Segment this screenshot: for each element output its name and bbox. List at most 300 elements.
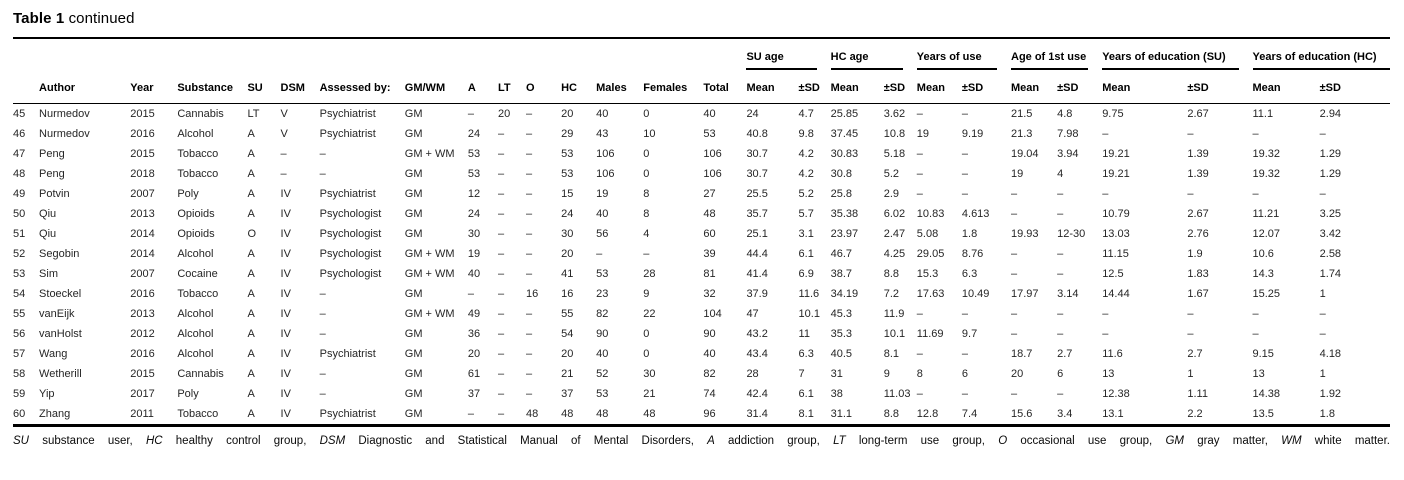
table-cell: 4.18: [1319, 348, 1342, 360]
table-cell: 23: [596, 288, 609, 300]
table-cell: –: [497, 168, 505, 180]
table-cell: IV: [280, 408, 291, 420]
table-cell: A: [247, 348, 255, 360]
column-header: Mean: [831, 70, 884, 104]
table-cell: –: [916, 388, 923, 400]
table-cell: –: [1319, 328, 1326, 340]
table-cell: IV: [280, 188, 291, 200]
table-cell: IV: [280, 388, 291, 400]
footnote-text: white matter.: [1301, 435, 1390, 447]
table-cell: Psychiatrist: [319, 108, 376, 120]
table-row: [13, 104, 1390, 125]
column-header: Females: [643, 70, 703, 104]
column-header: Author: [39, 70, 130, 104]
table-cell: –: [961, 308, 969, 320]
table-cell: –: [526, 388, 533, 400]
row-number-cell: 59: [13, 388, 26, 400]
table-cell: 2013: [130, 308, 155, 320]
row-number-cell: 50: [13, 208, 26, 220]
table-cell: 0: [643, 328, 650, 340]
table-cell: –: [916, 168, 923, 180]
table-cell: 2007: [130, 188, 155, 200]
table-cell: 41.4: [746, 268, 768, 280]
table-cell: 38.7: [830, 268, 853, 280]
table-cell: 18.7: [1011, 348, 1033, 360]
table-cell: 7.98: [1057, 128, 1079, 140]
footnote-abbreviation: SU: [13, 435, 29, 447]
table-cell: 2.7: [1187, 348, 1203, 360]
table-cell: 1.92: [1319, 388, 1342, 400]
table-cell: 37: [467, 388, 481, 400]
table-cell: GM: [404, 208, 423, 220]
table-cell: 21: [561, 368, 574, 380]
table-cell: –: [319, 368, 326, 380]
table-cell: 1.11: [1187, 388, 1208, 400]
group-header: [831, 39, 917, 70]
table-cell: 28: [643, 268, 656, 280]
table-cell: GM: [404, 368, 423, 380]
row-number-cell: 54: [13, 288, 26, 300]
table-cell: –: [1102, 128, 1109, 140]
table-cell: A: [247, 268, 255, 280]
table-cell: 2016: [130, 288, 155, 300]
table-cell: GM + WM: [404, 248, 455, 260]
table-cell: Stoeckel: [39, 288, 82, 300]
row-number-cell: 57: [13, 348, 26, 360]
table-cell: 1.39: [1187, 168, 1209, 180]
column-header: Year: [130, 70, 177, 104]
table-cell: –: [497, 328, 505, 340]
table-cell: –: [643, 248, 650, 260]
column-header: SU: [247, 70, 280, 104]
footnote-abbreviation: WM: [1281, 435, 1302, 447]
table-cell: 6.1: [798, 248, 814, 260]
table-cell: 0: [643, 168, 650, 180]
table-cell: 7.4: [961, 408, 978, 420]
table-cell: 6.02: [883, 208, 906, 220]
table-cell: 40.8: [746, 128, 768, 140]
footnote-text: occasional use group,: [1007, 435, 1166, 447]
table-cell: GM: [404, 128, 423, 140]
table-cell: 4.2: [798, 168, 814, 180]
group-header-spacer: [13, 39, 746, 70]
column-header: GM/WM: [405, 70, 468, 104]
table-row: [13, 144, 1390, 164]
table-cell: Psychologist: [319, 248, 382, 260]
table-cell: 0: [643, 108, 650, 120]
table-cell: 19.32: [1252, 148, 1281, 160]
table-cell: –: [1057, 268, 1064, 280]
table-cell: –: [467, 288, 475, 300]
table-title-continued: continued: [68, 10, 135, 27]
table-cell: 11: [798, 328, 810, 340]
table-cell: –: [497, 148, 505, 160]
table-row: [13, 244, 1390, 264]
table-cell: –: [497, 368, 505, 380]
table-row: [13, 324, 1390, 344]
table-cell: 10: [643, 128, 656, 140]
table-cell: 25.8: [830, 188, 853, 200]
table-cell: –: [497, 128, 505, 140]
table-cell: 2015: [130, 148, 155, 160]
table-cell: Cannabis: [177, 108, 224, 120]
table-cell: Psychiatrist: [319, 408, 376, 420]
table-cell: 31.4: [746, 408, 768, 420]
table-row: [13, 344, 1390, 364]
footnote-abbreviation: GM: [1165, 435, 1184, 447]
table-cell: –: [497, 408, 505, 420]
table-cell: 36: [467, 328, 481, 340]
table-cell: 49: [467, 308, 481, 320]
table-cell: 10.1: [883, 328, 906, 340]
table-cell: 34.19: [830, 288, 859, 300]
table-cell: 12: [467, 188, 481, 200]
table-cell: 40.5: [830, 348, 853, 360]
group-header-label: Years of education (SU): [1102, 51, 1226, 63]
column-header: Assessed by:: [320, 70, 405, 104]
row-number-cell: 49: [13, 188, 26, 200]
table-cell: 12.07: [1252, 228, 1281, 240]
group-header-label: Years of use: [916, 51, 982, 63]
table-cell: 13.03: [1102, 228, 1130, 240]
table-cell: –: [1102, 328, 1109, 340]
table-cell: IV: [280, 368, 291, 380]
column-header: ±SD: [1057, 70, 1102, 104]
table-cell: vanEijk: [39, 308, 75, 320]
table-cell: –: [526, 268, 533, 280]
column-header: ±SD: [799, 70, 831, 104]
table-cell: 10.83: [916, 208, 945, 220]
table-cell: Opioids: [177, 208, 215, 220]
table-cell: –: [1011, 188, 1018, 200]
table-cell: –: [1011, 268, 1018, 280]
table-cell: –: [1102, 188, 1109, 200]
table-cell: 29: [561, 128, 574, 140]
table-cell: –: [1057, 248, 1064, 260]
table-cell: –: [1057, 388, 1064, 400]
column-header: A: [468, 70, 498, 104]
table-cell: A: [247, 168, 255, 180]
row-number-cell: 51: [13, 228, 26, 240]
table-cell: –: [319, 328, 326, 340]
table-cell: 11.9: [883, 308, 905, 320]
table-cell: –: [916, 148, 923, 160]
table-cell: –: [961, 108, 969, 120]
table-cell: O: [247, 228, 257, 240]
table-cell: 48: [526, 408, 539, 420]
table-cell: 35.38: [830, 208, 859, 220]
table-cell: 24: [467, 128, 481, 140]
table-cell: Qiu: [39, 228, 57, 240]
table-cell: 11.69: [916, 328, 944, 340]
table-cell: 48: [596, 408, 609, 420]
table-cell: –: [319, 148, 326, 160]
table-cell: –: [497, 388, 505, 400]
table-cell: Qiu: [39, 208, 57, 220]
table-cell: –: [526, 308, 533, 320]
table-cell: 10.79: [1102, 208, 1130, 220]
table-cell: –: [1187, 188, 1194, 200]
footnote-abbreviation: DSM: [319, 435, 346, 447]
table-cell: 30.8: [830, 168, 853, 180]
table-cell: –: [497, 308, 505, 320]
table-cell: 53: [703, 128, 716, 140]
table-cell: –: [1057, 328, 1064, 340]
table-cell: 28: [746, 368, 759, 380]
table-cell: A: [247, 248, 255, 260]
table-cell: 13.1: [1102, 408, 1124, 420]
table-cell: –: [916, 348, 923, 360]
table-cell: 53: [596, 388, 609, 400]
footnote-text: healthy control group,: [162, 435, 320, 447]
table-cell: –: [1057, 188, 1064, 200]
table-cell: GM + WM: [404, 308, 455, 320]
row-number-cell: 55: [13, 308, 26, 320]
table-cell: –: [319, 168, 326, 180]
table-cell: 1.83: [1187, 268, 1209, 280]
table-cell: –: [280, 148, 287, 160]
table-cell: 25.1: [746, 228, 768, 240]
row-number-cell: 46: [13, 128, 26, 140]
column-header: ±SD: [1187, 70, 1252, 104]
table-cell: 106: [703, 168, 722, 180]
table-cell: –: [319, 388, 326, 400]
table-cell: 2.94: [1319, 108, 1342, 120]
table-cell: 15.25: [1252, 288, 1281, 300]
table-cell: 5.2: [798, 188, 814, 200]
table-cell: 8.76: [961, 248, 984, 260]
table-cell: 2014: [130, 248, 155, 260]
table-cell: Tobacco: [177, 288, 219, 300]
table-cell: GM + WM: [404, 148, 455, 160]
table-cell: –: [1187, 328, 1194, 340]
table-cell: –: [526, 108, 533, 120]
row-number-cell: 58: [13, 368, 26, 380]
table-cell: 3.62: [883, 108, 906, 120]
table-cell: 9.15: [1252, 348, 1274, 360]
table-cell: 3.4: [1057, 408, 1073, 420]
table-cell: Potvin: [39, 188, 70, 200]
table-cell: –: [526, 208, 533, 220]
table-cell: 48: [561, 408, 574, 420]
table-cell: 9.7: [961, 328, 978, 340]
table-cell: 19.04: [1011, 148, 1039, 160]
footnote-text: Diagnostic and Statistical Manual of Mental Disorders,: [345, 435, 708, 447]
table-cell: 20: [561, 348, 574, 360]
table-cell: –: [1252, 308, 1259, 320]
table-cell: –: [961, 348, 969, 360]
group-header: [1102, 39, 1252, 70]
table-cell: 9: [883, 368, 890, 380]
table-cell: IV: [280, 288, 291, 300]
table-cell: 4.613: [961, 208, 990, 220]
table-cell: IV: [280, 308, 291, 320]
table-cell: A: [247, 368, 255, 380]
table-cell: 4.25: [883, 248, 906, 260]
table-cell: 40: [703, 348, 716, 360]
table-cell: 11.6: [1102, 348, 1123, 360]
table-cell: –: [1319, 308, 1326, 320]
table-cell: 6.3: [961, 268, 978, 280]
table-cell: 25.85: [830, 108, 859, 120]
table-cell: –: [1187, 308, 1194, 320]
table-cell: IV: [280, 328, 291, 340]
table-cell: 37.45: [830, 128, 859, 140]
table-row: [13, 284, 1390, 304]
table-cell: 19.21: [1102, 168, 1130, 180]
table-cell: –: [497, 188, 505, 200]
table-cell: 40: [596, 108, 609, 120]
table-cell: Psychologist: [319, 208, 382, 220]
table-cell: 2.67: [1187, 208, 1209, 220]
column-header: Mean: [1253, 70, 1320, 104]
table-cell: 39: [703, 248, 716, 260]
table-cell: –: [1187, 128, 1194, 140]
table-cell: –: [1011, 328, 1018, 340]
footnote-text: gray matter,: [1183, 435, 1282, 447]
table-cell: 52: [596, 368, 609, 380]
table-cell: 42.4: [746, 388, 768, 400]
table-cell: GM: [404, 328, 423, 340]
table-cell: GM: [404, 408, 423, 420]
group-header-label: HC age: [830, 51, 869, 63]
table-cell: 11.03: [883, 388, 911, 400]
table-cell: A: [247, 308, 255, 320]
table-cell: 11.21: [1252, 208, 1280, 220]
table-cell: 3.1: [798, 228, 814, 240]
table-cell: Poly: [177, 388, 199, 400]
table-cell: GM: [404, 188, 423, 200]
table-cell: 31.1: [830, 408, 853, 420]
table-cell: 15.6: [1011, 408, 1033, 420]
table-cell: 8.1: [883, 348, 900, 360]
table-cell: 24: [561, 208, 574, 220]
table-cell: Psychiatrist: [319, 128, 376, 140]
table-cell: 9.8: [798, 128, 814, 140]
table-cell: –: [961, 148, 969, 160]
table-cell: Yip: [39, 388, 55, 400]
table-cell: 41: [561, 268, 574, 280]
table-cell: 21: [643, 388, 656, 400]
table-cell: 2018: [130, 168, 155, 180]
table-cell: V: [280, 108, 288, 120]
table-cell: Peng: [39, 148, 65, 160]
table-cell: 35.3: [830, 328, 853, 340]
table-cell: –: [1319, 188, 1326, 200]
table-cell: –: [526, 348, 533, 360]
table-cell: 20: [561, 248, 574, 260]
table-cell: 2013: [130, 208, 155, 220]
table-cell: 2.2: [1187, 408, 1203, 420]
table-cell: 10.6: [1252, 248, 1274, 260]
table-cell: 3.25: [1319, 208, 1342, 220]
table-cell: GM: [404, 228, 423, 240]
table-cell: 53: [467, 148, 481, 160]
table-cell: GM: [404, 108, 423, 120]
table-cell: 2007: [130, 268, 155, 280]
footnote-text: long-term use group,: [845, 435, 999, 447]
column-header: ±SD: [884, 70, 917, 104]
table-cell: 22: [643, 308, 656, 320]
table-cell: Psychologist: [319, 228, 382, 240]
table-cell: 30: [643, 368, 656, 380]
table-cell: –: [961, 388, 969, 400]
table-cell: 0: [643, 348, 650, 360]
table-cell: –: [526, 248, 533, 260]
group-header: [917, 39, 1011, 70]
table-cell: 47: [746, 308, 759, 320]
table-cell: 8: [916, 368, 923, 380]
table-cell: 13: [1252, 368, 1265, 380]
table-cell: 9: [643, 288, 650, 300]
table-cell: –: [961, 168, 969, 180]
table-row: [13, 204, 1390, 224]
table-cell: –: [526, 128, 533, 140]
table-cell: –: [1252, 128, 1259, 140]
table-cell: 4.2: [798, 148, 814, 160]
table-cell: 53: [596, 268, 609, 280]
table-cell: 17.63: [916, 288, 945, 300]
footnote-text: addiction group,: [714, 435, 834, 447]
table-cell: 4: [643, 228, 650, 240]
table-cell: 1.39: [1187, 148, 1209, 160]
table-cell: –: [1252, 188, 1259, 200]
table-cell: Psychiatrist: [319, 188, 376, 200]
table-cell: 90: [703, 328, 716, 340]
table-cell: 104: [703, 308, 722, 320]
table-cell: 30: [467, 228, 481, 240]
table-cell: 6.1: [798, 388, 814, 400]
table-cell: –: [1102, 308, 1109, 320]
table-cell: 43.4: [746, 348, 768, 360]
table-cell: –: [1011, 208, 1018, 220]
row-number-cell: 47: [13, 148, 26, 160]
table-cell: –: [1319, 128, 1326, 140]
table-cell: A: [247, 328, 255, 340]
table-cell: 19.21: [1102, 148, 1130, 160]
table-cell: –: [467, 408, 475, 420]
table-cell: 54: [561, 328, 574, 340]
column-header: Mean: [746, 70, 798, 104]
table-cell: Tobacco: [177, 168, 219, 180]
table-cell: 90: [596, 328, 609, 340]
studies-table: [13, 39, 1390, 427]
table-cell: Peng: [39, 168, 65, 180]
table-cell: –: [497, 208, 505, 220]
table-cell: 46.7: [830, 248, 853, 260]
table-cell: –: [497, 268, 505, 280]
table-cell: 0: [643, 148, 650, 160]
group-header: [1011, 39, 1102, 70]
row-number-cell: 52: [13, 248, 26, 260]
table-cell: –: [526, 368, 533, 380]
table-cell: 19.93: [1011, 228, 1039, 240]
table-row: [13, 364, 1390, 384]
table-cell: 17.97: [1011, 288, 1039, 300]
table-cell: 20: [467, 348, 481, 360]
group-header-label: Years of education (HC): [1252, 51, 1377, 63]
table-cell: 10.8: [883, 128, 906, 140]
table-cell: 13: [1102, 368, 1115, 380]
table-cell: 16: [561, 288, 574, 300]
table-cell: 6: [1057, 368, 1064, 380]
row-number-cell: 60: [13, 408, 26, 420]
table-cell: 20: [497, 108, 511, 120]
table-cell: 82: [703, 368, 716, 380]
row-number-cell: 53: [13, 268, 26, 280]
column-header: Males: [596, 70, 643, 104]
table-cell: 11.15: [1102, 248, 1129, 260]
